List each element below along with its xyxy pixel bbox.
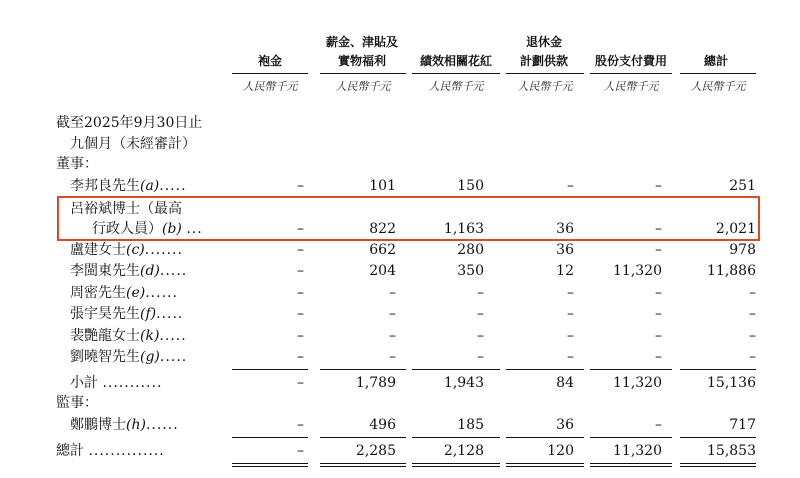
- cell: 2,021: [715, 221, 756, 237]
- cell: 1,789: [355, 375, 396, 391]
- double-rule-top: [506, 463, 584, 464]
- row-label: 李閩東先生(d).....: [70, 263, 188, 279]
- header-rule: [320, 73, 406, 74]
- header-rule: [232, 73, 308, 74]
- cell: –: [297, 221, 304, 237]
- subtotal-rule: [680, 369, 756, 370]
- cell: 717: [729, 417, 756, 433]
- cell: 15,853: [707, 443, 756, 459]
- row-label: 鄭鵬博士(h)......: [70, 417, 179, 433]
- unit-label: 人民幣千元: [603, 80, 659, 93]
- cell: –: [297, 328, 304, 344]
- cell: –: [477, 306, 484, 322]
- cell: 36: [556, 242, 574, 258]
- cell: –: [389, 349, 396, 365]
- col-header-total: 總計: [703, 54, 728, 68]
- cell: –: [749, 285, 756, 301]
- cell: –: [297, 417, 304, 433]
- subtotal-rule: [506, 369, 584, 370]
- subtotal-rule: [232, 369, 308, 370]
- cell: –: [655, 178, 662, 194]
- unit-label: 人民幣千元: [428, 80, 484, 93]
- cell: –: [567, 328, 574, 344]
- cell: –: [749, 306, 756, 322]
- total-label: 總計 ..............: [56, 443, 165, 459]
- cell: –: [297, 285, 304, 301]
- row-label: 劉曉智先生(g).....: [70, 349, 188, 365]
- col-header-share-payment: 股份支付費用: [594, 54, 667, 68]
- cell: 350: [457, 263, 484, 279]
- cell: 280: [457, 242, 484, 258]
- double-rule-bottom: [506, 466, 584, 467]
- total-rule: [506, 437, 584, 438]
- cell: 101: [369, 178, 396, 194]
- cell: 185: [457, 417, 484, 433]
- unit-label: 人民幣千元: [517, 80, 573, 93]
- col-header-fees: 袍金: [257, 54, 282, 68]
- col-header-bonus: 績效相關花紅: [419, 54, 492, 68]
- cell: 2,128: [443, 443, 484, 459]
- unit-label: 人民幣千元: [690, 80, 746, 93]
- cell: 36: [556, 221, 574, 237]
- cell: 11,320: [613, 375, 662, 391]
- subtotal-label: 小計 ...........: [70, 375, 163, 391]
- header-rule: [506, 73, 584, 74]
- header-rule: [680, 73, 756, 74]
- cell: –: [749, 328, 756, 344]
- cell: 822: [369, 221, 396, 237]
- cell: 1,943: [443, 375, 484, 391]
- cell: –: [297, 306, 304, 322]
- col-header-pension-line2: 計劃供款: [519, 54, 568, 68]
- section-directors: 董事：: [56, 156, 98, 172]
- cell: –: [655, 417, 662, 433]
- unit-label: 人民幣千元: [335, 80, 391, 93]
- row-label: 張宇昊先生(f).....: [70, 306, 184, 322]
- subtotal-rule: [412, 369, 500, 370]
- cell: –: [297, 349, 304, 365]
- cell: –: [389, 328, 396, 344]
- cell: –: [477, 349, 484, 365]
- cell: 662: [369, 242, 396, 258]
- double-rule-top: [232, 463, 308, 464]
- cell: –: [655, 242, 662, 258]
- cell: 11,320: [613, 443, 662, 459]
- cell: 84: [556, 375, 574, 391]
- double-rule-bottom: [232, 466, 308, 467]
- cell: –: [655, 349, 662, 365]
- cell: –: [567, 285, 574, 301]
- cell: 120: [547, 443, 574, 459]
- cell: 204: [369, 263, 396, 279]
- double-rule-bottom: [412, 466, 500, 467]
- period-heading-line2: 九個月（未經審計）: [70, 136, 196, 152]
- total-rule: [680, 437, 756, 438]
- cell: –: [297, 263, 304, 279]
- cell: 36: [556, 417, 574, 433]
- cell: –: [567, 306, 574, 322]
- total-rule: [320, 437, 406, 438]
- cell: –: [477, 285, 484, 301]
- row-label: 裴艷龍女士(k).....: [70, 328, 187, 344]
- cell: –: [749, 349, 756, 365]
- cell: 1,163: [443, 221, 484, 237]
- section-supervisors: 監事：: [56, 395, 98, 411]
- double-rule-top: [680, 463, 756, 464]
- cell: 12: [556, 263, 574, 279]
- cell: –: [477, 328, 484, 344]
- col-header-pension-line1: 退休金: [525, 35, 562, 49]
- double-rule-bottom: [590, 466, 672, 467]
- col-header-salaries-line1: 薪金、津貼及: [325, 35, 398, 49]
- cell: 2,285: [355, 443, 396, 459]
- cell: –: [297, 242, 304, 258]
- cell: –: [297, 178, 304, 194]
- subtotal-rule: [320, 369, 406, 370]
- unit-label: 人民幣千元: [242, 80, 298, 93]
- row-label-line2: 行政人員）(b) ...: [92, 221, 203, 237]
- total-rule: [590, 437, 672, 438]
- double-rule-top: [320, 463, 406, 464]
- cell: 251: [729, 178, 756, 194]
- double-rule-bottom: [680, 466, 756, 467]
- cell: –: [297, 443, 304, 459]
- cell: 11,886: [707, 263, 756, 279]
- cell: –: [567, 178, 574, 194]
- cell: –: [655, 221, 662, 237]
- cell: 15,136: [707, 375, 756, 391]
- col-header-salaries-line2: 實物福利: [337, 54, 386, 68]
- row-label-line1: 呂裕斌博士（最高: [70, 201, 182, 217]
- cell: 496: [369, 417, 396, 433]
- cell: –: [655, 306, 662, 322]
- cell: 150: [457, 178, 484, 194]
- double-rule-bottom: [320, 466, 406, 467]
- cell: –: [567, 349, 574, 365]
- header-rule: [590, 73, 672, 74]
- row-label: 盧建女士(c).......: [70, 242, 183, 258]
- cell: –: [297, 375, 304, 391]
- total-rule: [412, 437, 500, 438]
- header-rule: [412, 73, 500, 74]
- cell: –: [655, 328, 662, 344]
- period-heading-line1: 截至2025年9月30日止: [56, 115, 203, 131]
- cell: –: [655, 285, 662, 301]
- cell: –: [389, 306, 396, 322]
- total-rule: [232, 437, 308, 438]
- double-rule-top: [412, 463, 500, 464]
- cell: 978: [729, 242, 756, 258]
- double-rule-top: [590, 463, 672, 464]
- cell: 11,320: [613, 263, 662, 279]
- subtotal-rule: [590, 369, 672, 370]
- row-label: 周密先生(e)......: [70, 285, 178, 301]
- row-label: 李邦良先生(a).....: [70, 178, 187, 194]
- cell: –: [389, 285, 396, 301]
